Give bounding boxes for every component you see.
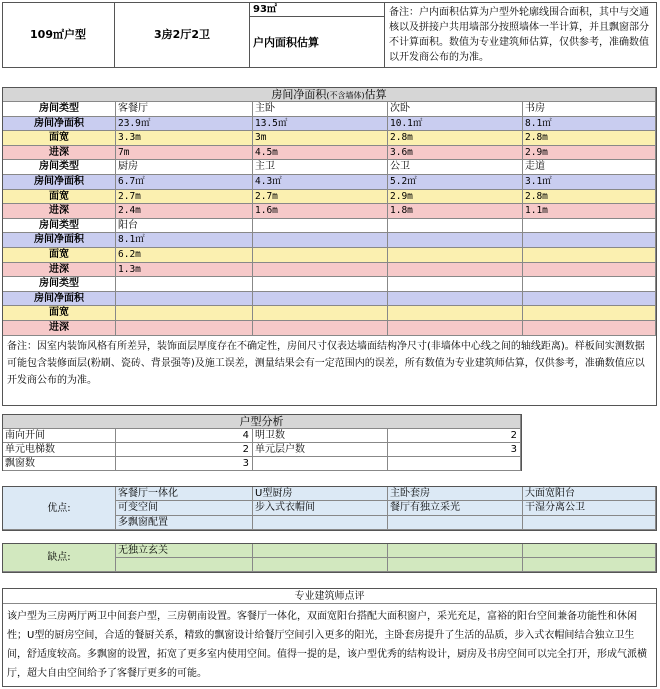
room-area-row-cell: 13.5㎡ bbox=[253, 117, 388, 132]
room-table-title-small: (不含墙体) bbox=[326, 91, 365, 100]
cons-label: 缺点: bbox=[3, 544, 116, 572]
header-note: 备注：户内面积估算为户型外轮廓线围合面积，其中与交通核以及拼接户共用墙部分按照墙体一半计算，并且飘窗部分不计算面积。数值为专业建筑师估算，仅供参考，准确数值以开发商公布的为准。 bbox=[389, 7, 649, 63]
room-type-row-cell bbox=[388, 277, 523, 292]
room-row-label: 面宽 bbox=[3, 131, 116, 146]
room-table-title bbox=[3, 88, 656, 102]
pros-cell bbox=[523, 516, 656, 530]
room-type-row-cell: 阳台 bbox=[116, 219, 253, 234]
pros-cell: 客餐厅一体化 bbox=[116, 487, 253, 501]
room-row-label: 面宽 bbox=[3, 306, 116, 321]
room-type-row-cell: 次卧 bbox=[388, 102, 523, 117]
pros-table bbox=[2, 486, 657, 531]
analysis-left-value: 4 bbox=[116, 429, 253, 443]
review-text: 该户型为三房两厅两卫中间套户型，三房朝南设置。客餐厅一体化，双面宽阳台搭配大面积窗户，采光充足，富裕的阳台空间兼备功能性和休闲性；U型的厨房空间，合适的餐厨关系，精致的飘窗设计给餐厅空间引入更多的阳光，主卧套房提升了生活的品质，步入式衣帽间结合独立卫生间，舒适度较高。多飘窗的设置，拓宽了更多室内使用空间。值得一提的是，该户型优秀的结构设计，厨房及书房空间可以完全打开，形成气派横厅，超大自由空间给予了客餐厅更多的可能。 bbox=[7, 611, 647, 679]
cons-cell bbox=[116, 558, 253, 572]
room-area-row-cell: 10.1㎡ bbox=[388, 117, 523, 132]
room-row-label: 进深 bbox=[3, 321, 116, 336]
room-area-row-cell: 8.1㎡ bbox=[523, 117, 656, 132]
room-depth-row-cell bbox=[523, 321, 656, 336]
analysis-left-label: 南向开间 bbox=[3, 429, 116, 443]
room-width-row-cell bbox=[523, 248, 656, 263]
room-row-label: 进深 bbox=[3, 263, 116, 278]
room-area-row-cell: 3.1㎡ bbox=[523, 175, 656, 190]
cons-cell bbox=[388, 544, 523, 558]
room-type-row-cell: 主卫 bbox=[253, 160, 388, 175]
room-depth-row-cell bbox=[388, 263, 523, 278]
room-depth-row-cell bbox=[253, 263, 388, 278]
pros-cell: 多飘窗配置 bbox=[116, 516, 253, 530]
room-table bbox=[2, 87, 657, 336]
analysis-left-label: 单元电梯数 bbox=[3, 443, 116, 457]
room-width-row-cell bbox=[116, 306, 253, 321]
analysis-table bbox=[2, 414, 522, 471]
room-type-row-cell bbox=[523, 277, 656, 292]
room-row-label: 房间类型 bbox=[3, 102, 116, 117]
analysis-left-label: 飘窗数 bbox=[3, 457, 116, 471]
room-depth-row-cell: 1.3m bbox=[116, 263, 253, 278]
pros-cell bbox=[253, 516, 388, 530]
room-table-title-suffix: 估算 bbox=[364, 88, 387, 101]
room-row-label: 房间净面积 bbox=[3, 117, 116, 132]
room-area-row-cell: 23.9㎡ bbox=[116, 117, 253, 132]
room-type-row-cell bbox=[116, 277, 253, 292]
room-area-row-cell bbox=[523, 233, 656, 248]
room-depth-row-cell: 2.4m bbox=[116, 204, 253, 219]
header-inner-area: 93㎡ bbox=[250, 2, 385, 17]
cons-table bbox=[2, 543, 657, 573]
room-depth-row-cell bbox=[253, 321, 388, 336]
room-type-row-cell bbox=[253, 219, 388, 234]
room-type-row-cell bbox=[523, 219, 656, 234]
room-depth-row-cell bbox=[116, 321, 253, 336]
pros-cell bbox=[388, 516, 523, 530]
room-row-label: 房间类型 bbox=[3, 160, 116, 175]
room-width-row-cell bbox=[253, 248, 388, 263]
analysis-right-label: 单元层户数 bbox=[253, 443, 388, 457]
pros-label: 优点: bbox=[3, 487, 116, 530]
room-type-row-cell: 厨房 bbox=[116, 160, 253, 175]
cons-cell bbox=[253, 558, 388, 572]
room-area-row-cell: 4.3㎡ bbox=[253, 175, 388, 190]
room-type-row-cell: 书房 bbox=[523, 102, 656, 117]
cons-cell bbox=[523, 558, 656, 572]
cons-cell: 无独立玄关 bbox=[116, 544, 253, 558]
room-width-row-cell: 3m bbox=[253, 131, 388, 146]
room-depth-row-cell: 4.5m bbox=[253, 146, 388, 161]
room-row-label: 进深 bbox=[3, 146, 116, 161]
room-row-label: 面宽 bbox=[3, 248, 116, 263]
room-width-row-cell: 2.8m bbox=[388, 131, 523, 146]
room-depth-row-cell bbox=[523, 263, 656, 278]
room-depth-row-cell: 2.9m bbox=[523, 146, 656, 161]
review-box bbox=[2, 588, 657, 687]
room-width-row-cell bbox=[523, 306, 656, 321]
pros-cell: 步入式衣帽间 bbox=[253, 501, 388, 515]
room-table-title-main: 房间净面积 bbox=[271, 88, 327, 101]
review-title: 专业建筑师点评 bbox=[3, 589, 656, 604]
room-depth-row-cell: 1.8m bbox=[388, 204, 523, 219]
room-type-row-cell bbox=[388, 219, 523, 234]
room-width-row-cell: 6.2m bbox=[116, 248, 253, 263]
room-type-row-cell: 公卫 bbox=[388, 160, 523, 175]
analysis-right-label bbox=[253, 457, 388, 471]
room-width-row-cell: 2.7m bbox=[116, 190, 253, 205]
room-width-row-cell bbox=[253, 306, 388, 321]
room-type-row-cell bbox=[253, 277, 388, 292]
room-width-row-cell: 2.7m bbox=[253, 190, 388, 205]
pros-cell: U型厨房 bbox=[253, 487, 388, 501]
room-type-row-cell: 主卧 bbox=[253, 102, 388, 117]
room-type-row-cell: 客餐厅 bbox=[116, 102, 253, 117]
room-depth-row-cell: 1.6m bbox=[253, 204, 388, 219]
room-width-row-cell: 2.8m bbox=[523, 131, 656, 146]
pros-cell: 可变空间 bbox=[116, 501, 253, 515]
room-area-row-cell bbox=[523, 292, 656, 307]
room-width-row-cell: 3.3m bbox=[116, 131, 253, 146]
analysis-right-value: 3 bbox=[388, 443, 521, 457]
room-width-row-cell: 2.9m bbox=[388, 190, 523, 205]
room-row-label: 房间净面积 bbox=[3, 292, 116, 307]
analysis-left-value: 2 bbox=[116, 443, 253, 457]
room-area-row-cell bbox=[388, 233, 523, 248]
cons-cell bbox=[253, 544, 388, 558]
room-row-label: 进深 bbox=[3, 204, 116, 219]
room-table-note: 备注：因室内装饰风格有所差异，装饰面层厚度存在不确定性，房间尺寸仅表达墙面结构净尺寸(非墙体中心线之间的轴线距离)。样板间实测数据可能包含装修面层(粉刷、瓷砖、背景强等)及施工误差，测量结果会有一定范围内的误差，所有数值为专业建筑师估算，仅供参考，准确数值应以开发商公布的为准。 bbox=[2, 336, 657, 406]
room-type-row-cell: 走道 bbox=[523, 160, 656, 175]
room-row-label: 面宽 bbox=[3, 190, 116, 205]
room-area-row-cell: 6.7㎡ bbox=[116, 175, 253, 190]
analysis-left-value: 3 bbox=[116, 457, 253, 471]
room-area-row-cell bbox=[253, 292, 388, 307]
room-area-row-cell bbox=[388, 292, 523, 307]
room-row-label: 房间净面积 bbox=[3, 175, 116, 190]
room-depth-row-cell bbox=[388, 321, 523, 336]
pros-cell: 大面宽阳台 bbox=[523, 487, 656, 501]
cons-cell bbox=[388, 558, 523, 572]
header-area: 109㎡户型 bbox=[2, 2, 115, 68]
header-inner-area-label: 户内面积估算 bbox=[250, 17, 385, 68]
pros-cell: 干湿分离公卫 bbox=[523, 501, 656, 515]
room-row-label: 房间净面积 bbox=[3, 233, 116, 248]
pros-cell: 主卧套房 bbox=[388, 487, 523, 501]
room-area-row-cell bbox=[253, 233, 388, 248]
room-width-row-cell bbox=[388, 306, 523, 321]
room-area-row-cell bbox=[116, 292, 253, 307]
header-layout: 3房2厅2卫 bbox=[115, 2, 250, 68]
room-depth-row-cell: 7m bbox=[116, 146, 253, 161]
analysis-right-value: 2 bbox=[388, 429, 521, 443]
analysis-title: 户型分析 bbox=[3, 415, 521, 429]
room-row-label: 房间类型 bbox=[3, 277, 116, 292]
room-width-row-cell: 2.8m bbox=[523, 190, 656, 205]
analysis-right-value bbox=[388, 457, 521, 471]
room-depth-row-cell: 1.1m bbox=[523, 204, 656, 219]
room-depth-row-cell: 3.6m bbox=[388, 146, 523, 161]
room-width-row-cell bbox=[388, 248, 523, 263]
room-area-row-cell: 8.1㎡ bbox=[116, 233, 253, 248]
room-area-row-cell: 5.2㎡ bbox=[388, 175, 523, 190]
pros-cell: 餐厅有独立采光 bbox=[388, 501, 523, 515]
analysis-right-label: 明卫数 bbox=[253, 429, 388, 443]
cons-cell bbox=[523, 544, 656, 558]
room-row-label: 房间类型 bbox=[3, 219, 116, 234]
